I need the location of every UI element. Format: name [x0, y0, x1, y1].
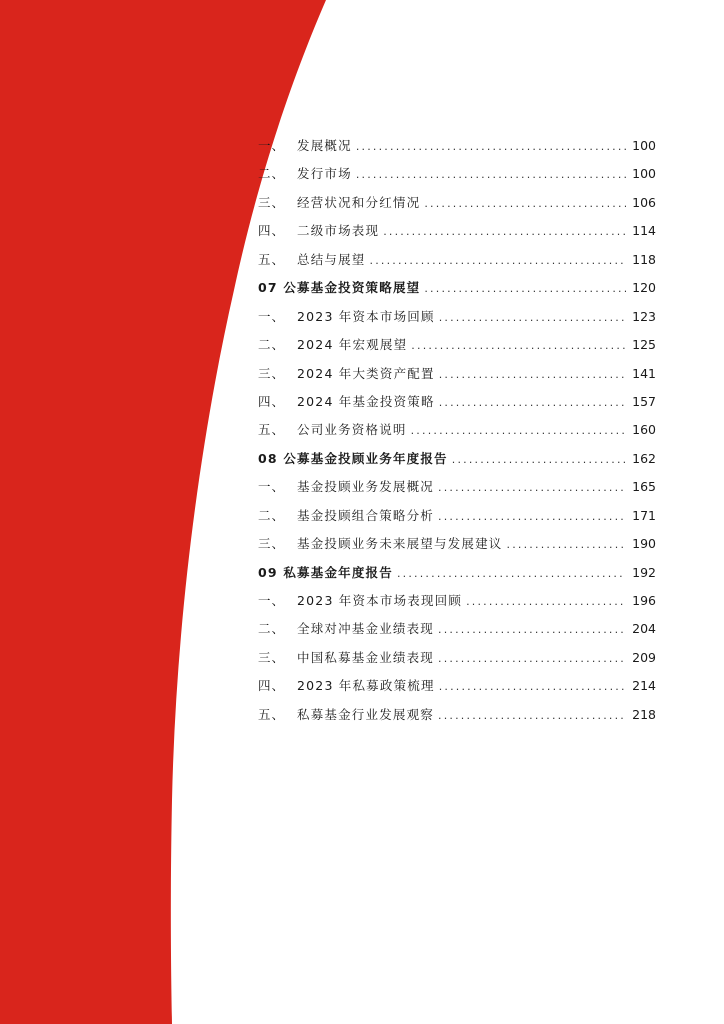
- toc-dot-leader: [438, 649, 626, 669]
- toc-item-number: 四、: [258, 678, 286, 694]
- toc-dot-leader: [356, 165, 626, 185]
- toc-page-number: 157: [632, 393, 656, 409]
- toc-section-row[interactable]: [258, 250, 656, 278]
- toc-item-label: 经营状况和分红情况: [297, 194, 421, 210]
- toc-dot-leader: [452, 450, 626, 470]
- toc-section-row[interactable]: [258, 307, 656, 335]
- toc-page-number: 214: [632, 678, 656, 694]
- toc-item-label: 中国私募基金业绩表现: [297, 649, 435, 665]
- toc-dot-leader: [439, 308, 626, 328]
- toc-chapter-row[interactable]: [258, 449, 656, 477]
- toc-section-row[interactable]: [258, 164, 656, 192]
- toc-section-row[interactable]: [258, 534, 656, 562]
- toc-page-number: 160: [632, 422, 656, 438]
- toc-item-label: 08 公募基金投顾业务年度报告: [258, 450, 448, 466]
- toc-item-number: 三、: [258, 365, 286, 381]
- toc-page-number: 118: [632, 251, 656, 267]
- toc-section-row[interactable]: [258, 392, 656, 420]
- toc-item-label: 07 公募基金投资策略展望: [258, 280, 421, 296]
- toc-item-number: 五、: [258, 251, 286, 267]
- toc-page-number: 171: [632, 507, 656, 523]
- toc-item-number: 一、: [258, 308, 286, 324]
- toc-page-number: 123: [632, 308, 656, 324]
- toc-page-number: 218: [632, 706, 656, 722]
- toc-item-number: 二、: [258, 507, 286, 523]
- toc-dot-leader: [411, 421, 627, 441]
- toc-item-label: 2024 年基金投资策略: [297, 393, 435, 409]
- toc-section-row[interactable]: [258, 477, 656, 505]
- toc-section-row[interactable]: [258, 676, 656, 704]
- toc-section-row[interactable]: [258, 506, 656, 534]
- toc-dot-leader: [438, 507, 626, 527]
- toc-section-row[interactable]: [258, 136, 656, 164]
- toc-dot-leader: [438, 620, 626, 640]
- toc-chapter-row[interactable]: [258, 278, 656, 306]
- toc-section-row[interactable]: [258, 591, 656, 619]
- toc-item-label: 09 私募基金年度报告: [258, 564, 393, 580]
- toc-dot-leader: [397, 564, 626, 584]
- toc-page-number: 106: [632, 194, 656, 210]
- toc-item-label: 发展概况: [297, 138, 352, 153]
- toc-dot-leader: [383, 222, 626, 242]
- toc-item-number: 一、: [258, 138, 286, 153]
- toc-dot-leader: [439, 677, 626, 697]
- toc-section-row[interactable]: [258, 648, 656, 676]
- toc-item-label: 基金投顾组合策略分析: [297, 507, 435, 523]
- toc-page-number: 209: [632, 649, 656, 665]
- toc-item-label: 基金投顾业务发展概况: [297, 479, 435, 495]
- toc-dot-leader: [424, 194, 626, 214]
- toc-section-row[interactable]: [258, 335, 656, 363]
- toc-dot-leader: [439, 393, 626, 413]
- toc-page-number: 196: [632, 593, 656, 608]
- toc-item-number: 四、: [258, 223, 286, 239]
- toc-section-row[interactable]: [258, 420, 656, 448]
- toc-page-number: 165: [632, 479, 656, 495]
- toc-item-label: 二级市场表现: [297, 223, 380, 239]
- toc-item-number: 三、: [258, 536, 286, 552]
- toc-item-label: 私募基金行业发展观察: [297, 706, 435, 722]
- toc-item-label: 2024 年大类资产配置: [297, 365, 435, 381]
- toc-item-number: 一、: [258, 479, 286, 495]
- toc-page-number: 125: [632, 337, 656, 353]
- toc-item-label: 公司业务资格说明: [297, 422, 407, 438]
- table-of-contents: [258, 136, 656, 733]
- toc-dot-leader: [370, 251, 627, 271]
- toc-dot-leader: [438, 706, 626, 726]
- toc-page-number: 141: [632, 365, 656, 381]
- toc-page-number: 162: [632, 450, 656, 466]
- toc-page-number: 100: [632, 138, 656, 153]
- toc-dot-leader: [356, 137, 626, 157]
- toc-dot-leader: [438, 478, 626, 498]
- toc-dot-leader: [507, 535, 627, 555]
- toc-dot-leader: [424, 279, 626, 299]
- toc-item-label: 2023 年资本市场表现回顾: [297, 593, 463, 608]
- toc-item-number: 三、: [258, 194, 286, 210]
- toc-item-number: 二、: [258, 337, 286, 353]
- toc-section-row[interactable]: [258, 364, 656, 392]
- toc-item-number: 二、: [258, 166, 286, 182]
- toc-dot-leader: [466, 592, 626, 612]
- toc-section-row[interactable]: [258, 193, 656, 221]
- toc-item-label: 2023 年资本市场回顾: [297, 308, 435, 324]
- toc-section-row[interactable]: [258, 705, 656, 733]
- toc-item-number: 五、: [258, 706, 286, 722]
- toc-page-number: 114: [632, 223, 656, 239]
- toc-section-row[interactable]: [258, 619, 656, 647]
- toc-chapter-row[interactable]: [258, 563, 656, 591]
- toc-item-label: 总结与展望: [297, 251, 366, 267]
- toc-section-row[interactable]: [258, 221, 656, 249]
- toc-item-label: 发行市场: [297, 166, 352, 182]
- toc-dot-leader: [411, 336, 626, 356]
- toc-item-number: 一、: [258, 593, 286, 608]
- toc-page-number: 120: [632, 280, 656, 296]
- toc-item-label: 2024 年宏观展望: [297, 337, 408, 353]
- toc-item-label: 全球对冲基金业绩表现: [297, 621, 435, 637]
- toc-dot-leader: [439, 365, 626, 385]
- toc-item-label: 2023 年私募政策梳理: [297, 678, 435, 694]
- toc-item-number: 五、: [258, 422, 286, 438]
- toc-item-number: 二、: [258, 621, 286, 637]
- toc-item-label: 基金投顾业务未来展望与发展建议: [297, 536, 503, 552]
- toc-item-number: 四、: [258, 393, 286, 409]
- toc-page-number: 204: [632, 621, 656, 637]
- toc-page-number: 190: [632, 536, 656, 552]
- toc-item-number: 三、: [258, 649, 286, 665]
- toc-page-number: 100: [632, 166, 656, 182]
- toc-page-number: 192: [632, 564, 656, 580]
